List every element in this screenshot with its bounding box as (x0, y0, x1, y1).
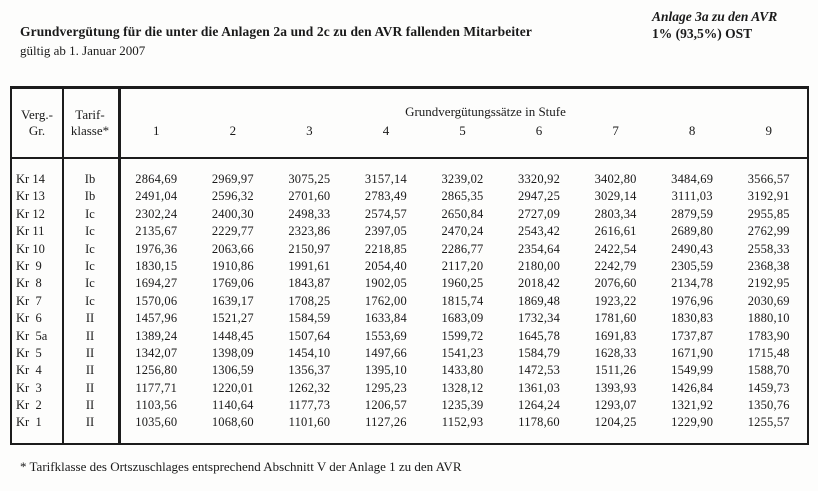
stufe-value-cell: 1497,66 (364, 345, 407, 360)
stufe-value-cell: 3402,80 (594, 172, 637, 186)
stufe-value-cell: 2180,00 (518, 258, 561, 273)
stufe-column-header: 6 (535, 123, 543, 138)
stufe-value-cell: 1691,83 (594, 328, 637, 343)
verg-gr-cell: Kr 11 (16, 224, 45, 239)
stufe-value-cell: 2229,77 (211, 224, 254, 239)
stufe-value-cell: 1869,48 (518, 293, 561, 308)
stufe-value-cell: 3239,02 (441, 172, 484, 186)
verg-gr-cell: Kr 5a (16, 328, 48, 343)
stufe-value-cell: 1398,09 (211, 345, 254, 360)
stufe-value-cell: 1923,22 (594, 293, 637, 308)
stufe-value-cell: 1815,74 (441, 293, 484, 308)
tarifklasse-cell: Ic (85, 293, 95, 308)
tarifklasse-cell: Ic (85, 258, 95, 273)
stufe-value-cell: 2689,80 (671, 224, 714, 239)
verg-gr-cell: Kr 5 (16, 345, 42, 360)
stufe-value-cell: 1781,60 (594, 311, 637, 326)
stufe-value-cell: 1152,93 (441, 415, 484, 430)
stufe-value-cell: 2762,99 (747, 224, 790, 239)
table-row (12, 241, 807, 258)
stufe-value-cell: 1389,24 (135, 328, 178, 343)
stufe-value-cell: 1737,87 (671, 328, 714, 343)
verg-gr-cell: Kr 12 (16, 206, 45, 221)
table-row (12, 206, 807, 223)
stufe-group-title: Grundvergütungssätze in Stufe (405, 104, 566, 119)
stufe-value-cell: 2134,78 (671, 276, 714, 291)
stufe-value-cell: 1206,57 (364, 398, 407, 413)
table-row (12, 414, 807, 431)
table-body (12, 159, 807, 443)
table-row (12, 258, 807, 275)
salary-table (10, 86, 809, 445)
stufe-value-cell: 2218,85 (364, 241, 407, 256)
tarifklasse-cell: Ib (84, 189, 96, 204)
stufe-value-cell: 1732,34 (518, 311, 561, 326)
stufe-value-cell: 2470,24 (441, 224, 484, 239)
stufe-value-cell: 1472,53 (518, 363, 561, 378)
tarifklasse-header (62, 89, 118, 157)
stufe-value-cell: 1584,59 (288, 311, 331, 326)
table-row (12, 380, 807, 397)
stufe-value-cell: 1880,10 (747, 311, 790, 326)
verg-gr-cell: Kr 7 (16, 293, 42, 308)
stufe-value-cell: 1633,84 (364, 311, 407, 326)
stufe-value-cell: 2076,60 (594, 276, 637, 291)
tarifklasse-cell: Ic (85, 241, 95, 256)
verg-gr-cell: Kr 3 (16, 380, 42, 395)
stufe-value-cell: 1671,90 (671, 345, 714, 360)
stufe-value-cell: 1035,60 (135, 415, 178, 430)
stufe-value-cell: 1101,60 (288, 415, 331, 430)
stufe-value-cell: 2063,66 (211, 241, 254, 256)
stufe-column-header: 4 (382, 123, 390, 138)
stufe-value-cell: 1639,17 (211, 293, 254, 308)
table-row (12, 328, 807, 345)
tarifklasse-cell: II (85, 380, 95, 395)
verg-gr-cell: Kr 14 (16, 172, 45, 186)
stufe-value-cell: 1830,15 (135, 258, 178, 273)
tarifklasse-cell: II (85, 398, 95, 413)
stufe-value-cell: 2701,60 (288, 189, 331, 204)
stufe-value-cell: 1068,60 (211, 415, 254, 430)
verg-gr-cell: Kr 13 (16, 189, 45, 204)
stufe-value-cell: 1521,27 (211, 311, 254, 326)
stufe-value-cell: 1177,71 (135, 380, 178, 395)
stufe-value-cell: 1306,59 (211, 363, 254, 378)
tarifklasse-cell: II (85, 311, 95, 326)
stufe-value-cell: 1433,80 (441, 363, 484, 378)
stufe-column-header: 1 (153, 123, 160, 138)
stufe-value-cell: 1570,06 (135, 293, 178, 308)
stufe-value-cell: 2783,49 (364, 189, 407, 204)
stufe-column-header: 9 (765, 123, 772, 138)
stufe-value-cell: 2596,32 (211, 189, 254, 204)
stufe-value-cell: 1584,79 (518, 345, 561, 360)
stufe-value-cell: 2286,77 (441, 241, 484, 256)
stufe-value-cell: 1715,48 (747, 345, 790, 360)
stufe-value-cell: 2864,69 (135, 172, 178, 186)
stufe-value-cell: 2150,97 (288, 241, 331, 256)
tarifklasse-cell: Ib (84, 172, 96, 186)
table-row (12, 171, 807, 188)
stufe-value-cell: 2574,57 (364, 206, 407, 221)
stufe-value-cell: 1708,25 (288, 293, 331, 308)
table-row (12, 345, 807, 362)
tarifklasse-cell: II (85, 415, 95, 430)
stufe-value-cell: 1256,80 (135, 363, 178, 378)
stufe-value-cell: 2400,30 (211, 206, 254, 221)
page-title: Grundvergütung für die unter die Anlagen 2a und 2c zu den AVR fallenden Mitarbeiter (20, 24, 532, 39)
stufe-value-cell: 1769,06 (211, 276, 254, 291)
tarifklasse-cell: Ic (85, 206, 95, 221)
stufe-column-header: 8 (688, 123, 696, 138)
stufe-value-cell: 1507,64 (288, 328, 331, 343)
stufe-value-cell: 1511,26 (594, 363, 637, 378)
stufe-value-cell: 1262,32 (288, 380, 331, 395)
stufe-value-cell: 2727,09 (518, 206, 561, 221)
tarifklasse-header-line2: klasse* (70, 123, 110, 138)
stufe-value-cell: 1549,99 (671, 363, 714, 378)
stufe-value-cell: 2242,79 (594, 258, 637, 273)
verg-gr-cell: Kr 4 (16, 363, 42, 378)
stufe-column-header: 7 (612, 123, 619, 138)
stufe-value-cell: 1204,25 (594, 415, 637, 430)
stufe-value-cell: 3192,91 (747, 189, 790, 204)
table-row (12, 223, 807, 240)
stufe-value-cell: 1910,86 (211, 258, 254, 273)
stufe-value-cell: 1459,73 (747, 380, 790, 395)
stufe-value-cell: 2491,04 (135, 189, 178, 204)
stufe-value-cell: 2865,35 (441, 189, 484, 204)
verg-gr-cell: Kr 9 (16, 258, 42, 273)
stufe-value-cell: 2030,69 (747, 293, 790, 308)
table-row (12, 293, 807, 310)
stufe-value-cell: 2397,05 (364, 224, 407, 239)
stufe-value-cell: 1235,39 (441, 398, 484, 413)
stufe-value-cell: 2803,34 (594, 206, 637, 221)
stufe-value-cell: 1448,45 (211, 328, 254, 343)
stufe-value-cell: 2543,42 (518, 224, 561, 239)
verg-gr-header (12, 89, 62, 157)
stufe-value-cell: 1255,57 (747, 415, 790, 430)
stufe-value-cell: 2302,24 (135, 206, 178, 221)
stufe-value-cell: 1843,87 (288, 276, 331, 291)
stufe-value-cell: 2422,54 (594, 241, 637, 256)
verg-gr-cell: Kr 1 (16, 415, 42, 430)
stufe-value-cell: 1264,24 (518, 398, 561, 413)
stufe-value-cell: 2323,86 (288, 224, 331, 239)
stufe-value-cell: 2135,67 (135, 224, 178, 239)
stufe-value-cell: 3111,03 (671, 189, 713, 204)
ost-percentage-note: 1% (93,5%) OST (652, 26, 753, 41)
stufe-header-row (118, 122, 807, 140)
stufe-value-cell: 1960,25 (441, 276, 484, 291)
stufe-value-cell: 1426,84 (671, 380, 714, 395)
stufe-value-cell: 1321,92 (671, 398, 714, 413)
stufe-value-cell: 1395,10 (364, 363, 407, 378)
stufe-value-cell: 1541,23 (441, 345, 484, 360)
stufe-value-cell: 2192,95 (747, 276, 790, 291)
stufe-value-cell: 1103,56 (135, 398, 178, 413)
table-row (12, 362, 807, 379)
table-row (12, 275, 807, 292)
stufe-value-cell: 1628,33 (594, 345, 637, 360)
stufe-value-cell: 2969,97 (211, 172, 254, 186)
stufe-value-cell: 3484,69 (671, 172, 714, 186)
stufe-value-cell: 3320,92 (518, 172, 561, 186)
footnote: * Tarifklasse des Ortszuschlages entsprechend Abschnitt V der Anlage 1 zu den AVR (20, 459, 462, 474)
stufe-value-cell: 1220,01 (211, 380, 254, 395)
annex-reference: Anlage 3a zu den AVR (652, 9, 778, 24)
tarifklasse-cell: II (85, 345, 95, 360)
stufe-value-cell: 2947,25 (518, 189, 561, 204)
tarifklasse-cell: II (85, 328, 95, 343)
stufe-value-cell: 2498,33 (288, 206, 331, 221)
stufe-value-cell: 1127,26 (365, 415, 407, 430)
stufe-value-cell: 3029,14 (594, 189, 637, 204)
stufe-value-cell: 2117,20 (441, 258, 484, 273)
stufe-column-header: 3 (306, 123, 313, 138)
verg-gr-header-line1: Verg.- (21, 107, 53, 122)
verg-gr-cell: Kr 2 (16, 398, 42, 413)
stufe-value-cell: 1293,07 (594, 398, 637, 413)
tarifklasse-cell: Ic (85, 224, 95, 239)
stufe-value-cell: 3157,14 (364, 172, 407, 186)
stufe-value-cell: 1328,12 (441, 380, 484, 395)
stufe-value-cell: 1350,76 (747, 398, 790, 413)
stufe-value-cell: 1295,23 (364, 380, 407, 395)
stufe-value-cell: 1454,10 (288, 345, 331, 360)
stufe-value-cell: 1342,07 (135, 345, 178, 360)
tarifklasse-cell: Ic (85, 276, 95, 291)
stufe-value-cell: 1140,64 (212, 398, 254, 413)
stufe-value-cell: 2368,38 (747, 258, 790, 273)
stufe-value-cell: 1976,36 (135, 241, 178, 256)
stufe-value-cell: 1393,93 (594, 380, 637, 395)
verg-gr-header-line2: Gr. (28, 123, 46, 138)
stufe-value-cell: 1762,00 (364, 293, 407, 308)
table-row (12, 397, 807, 414)
stufe-value-cell: 1830,83 (671, 311, 714, 326)
stufe-value-cell: 1599,72 (441, 328, 484, 343)
stufe-value-cell: 2955,85 (747, 206, 790, 221)
stufe-value-cell: 2305,59 (671, 258, 714, 273)
stufe-value-cell: 1457,96 (135, 311, 178, 326)
verg-gr-cell: Kr 10 (16, 241, 45, 256)
table-row (12, 310, 807, 327)
stufe-value-cell: 2558,33 (747, 241, 790, 256)
stufe-value-cell: 2490,43 (671, 241, 714, 256)
stufe-value-cell: 1553,69 (364, 328, 407, 343)
stufe-value-cell: 1361,03 (518, 380, 561, 395)
stufe-value-cell: 3075,25 (288, 172, 331, 186)
stufe-column-header: 5 (459, 123, 466, 138)
stufe-value-cell: 1178,60 (518, 415, 560, 430)
stufe-value-cell: 1783,90 (747, 328, 790, 343)
table-row (12, 188, 807, 205)
verg-gr-cell: Kr 8 (16, 276, 42, 291)
stufe-value-cell: 1356,37 (288, 363, 331, 378)
stufe-value-cell: 1902,05 (364, 276, 407, 291)
stufe-value-cell: 2650,84 (441, 206, 484, 221)
stufe-value-cell: 2054,40 (364, 258, 407, 273)
stufe-value-cell: 2354,64 (518, 241, 561, 256)
stufe-value-cell: 1976,96 (671, 293, 714, 308)
stufe-value-cell: 1683,09 (441, 311, 484, 326)
stufe-value-cell: 3566,57 (747, 172, 790, 186)
stufe-header-group (118, 89, 807, 157)
stufe-value-cell: 2018,42 (518, 276, 561, 291)
stufe-value-cell: 2879,59 (671, 206, 714, 221)
stufe-value-cell: 1177,73 (288, 398, 331, 413)
tarifklasse-cell: II (85, 363, 95, 378)
stufe-column-header: 2 (229, 123, 237, 138)
tarifklasse-header-line1: Tarif- (75, 107, 105, 122)
stufe-value-cell: 1229,90 (671, 415, 714, 430)
validity-date: gültig ab 1. Januar 2007 (20, 43, 146, 58)
stufe-value-cell: 1588,70 (747, 363, 790, 378)
verg-gr-cell: Kr 6 (16, 311, 42, 326)
stufe-value-cell: 1694,27 (135, 276, 178, 291)
stufe-value-cell: 2616,61 (594, 224, 637, 239)
stufe-value-cell: 1991,61 (288, 258, 331, 273)
table-header (12, 89, 807, 157)
stufe-value-cell: 1645,78 (518, 328, 561, 343)
